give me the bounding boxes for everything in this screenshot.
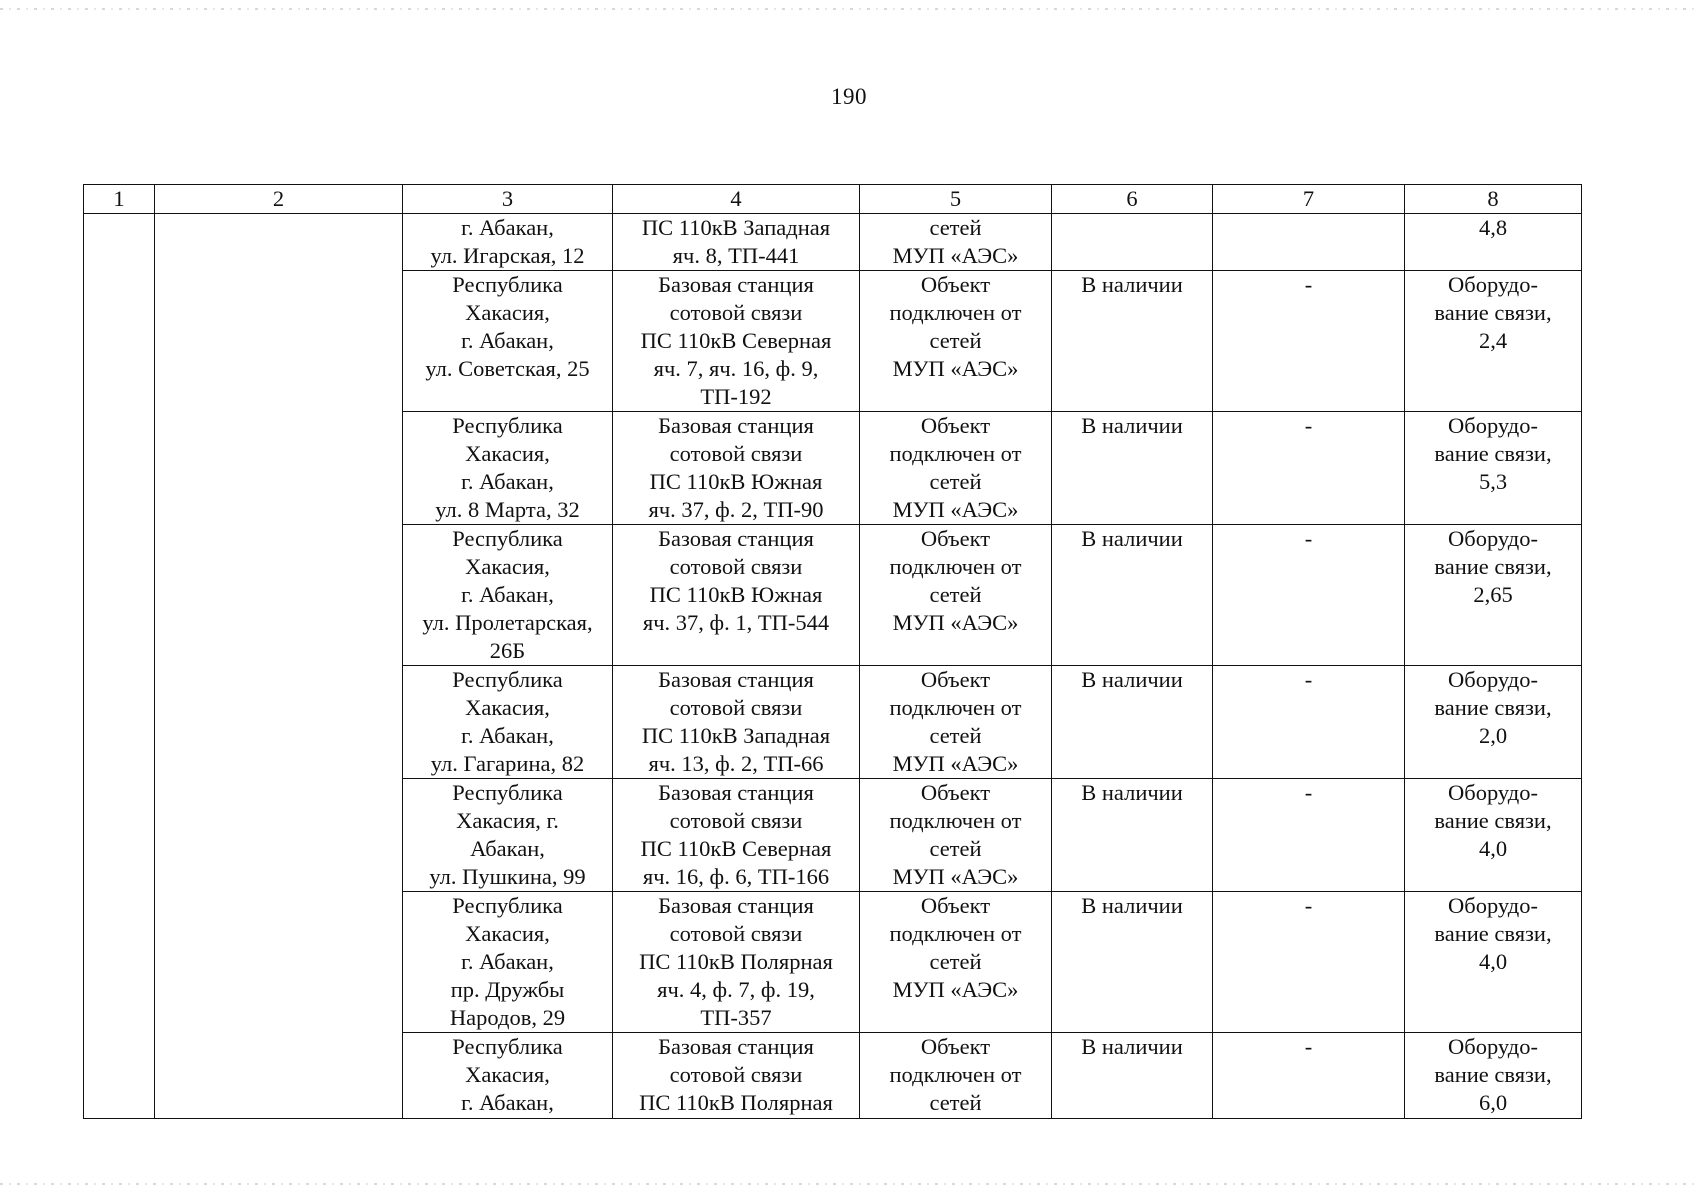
table-row	[84, 214, 1582, 271]
address-cell-line: пр. Дружбы	[450, 977, 565, 1002]
col1-cell	[84, 214, 155, 1119]
connection-cell-line: ТП-192	[700, 384, 772, 409]
address-cell-line: Народов, 29	[449, 1005, 566, 1030]
connection-cell-line: сотовой связи	[669, 300, 803, 325]
status-cell-line: Объект	[920, 780, 991, 805]
availability-cell: В наличии	[1052, 666, 1213, 779]
status-cell	[860, 666, 1052, 779]
status-cell	[860, 525, 1052, 666]
status-cell-line: сетей	[929, 949, 982, 974]
connection-cell-line: яч. 8, ТП-441	[672, 243, 800, 268]
equipment-cell-line: вание связи,	[1434, 695, 1552, 720]
connection-cell-line: ПС 110кВ Западная	[641, 723, 831, 748]
status-cell-line: Объект	[920, 893, 991, 918]
equipment-cell-line: вание связи,	[1434, 554, 1552, 579]
connection-cell-line: ТП-357	[700, 1005, 772, 1030]
connection-cell-line: яч. 4, ф. 7, ф. 19,	[657, 977, 815, 1002]
address-cell	[403, 779, 613, 892]
connection-cell-line: яч. 7, яч. 16, ф. 9,	[653, 356, 819, 381]
header-cell-3: 3	[403, 185, 613, 214]
connection-cell-line: ПС 110кВ Северная	[640, 328, 832, 353]
status-cell-line: подключен от	[889, 921, 1022, 946]
col7-cell: -	[1213, 779, 1405, 892]
status-cell	[860, 1033, 1052, 1119]
equipment-cell-line: Оборудо-	[1448, 1034, 1538, 1059]
availability-cell: В наличии	[1052, 1033, 1213, 1119]
connection-cell-line: Базовая станция	[658, 413, 814, 438]
connection-cell-line: сотовой связи	[669, 921, 803, 946]
address-cell-line: Республика	[452, 893, 563, 918]
status-cell-line: МУП «АЭС»	[892, 243, 1019, 268]
address-cell-line: ул. Гагарина, 82	[430, 751, 585, 776]
status-cell-line: подключен от	[889, 441, 1022, 466]
connection-cell-line: Базовая станция	[658, 1034, 814, 1059]
connection-cell-line: Базовая станция	[658, 893, 814, 918]
address-cell-line: Хакасия,	[465, 695, 550, 720]
status-cell	[860, 271, 1052, 412]
connection-cell-line: сотовой связи	[669, 1062, 803, 1087]
status-cell-line: МУП «АЭС»	[892, 864, 1019, 889]
status-cell-line: МУП «АЭС»	[892, 356, 1019, 381]
address-cell-line: Республика	[452, 413, 563, 438]
equipment-cell-line: вание связи,	[1434, 1062, 1552, 1087]
connection-cell	[613, 214, 860, 271]
connection-cell-line: Базовая станция	[658, 272, 814, 297]
equipment-cell-line: 2,0	[1478, 723, 1508, 748]
address-cell-line: Республика	[452, 667, 563, 692]
status-cell-line: сетей	[929, 723, 982, 748]
connection-cell-line: яч. 16, ф. 6, ТП-166	[642, 864, 830, 889]
status-cell-line: Объект	[920, 413, 991, 438]
address-cell-line: г. Абакан,	[461, 949, 554, 974]
equipment-cell-line: 2,65	[1473, 582, 1513, 607]
status-cell	[860, 214, 1052, 271]
connection-cell-line: ПС 110кВ Южная	[649, 469, 823, 494]
col7-cell: -	[1213, 1033, 1405, 1119]
col2-cell	[155, 214, 403, 1119]
status-cell-line: сетей	[929, 469, 982, 494]
equipment-cell	[1405, 271, 1582, 412]
address-cell-line: 26Б	[489, 638, 526, 663]
connection-cell-line: ПС 110кВ Южная	[649, 582, 823, 607]
header-cell-1: 1	[84, 185, 155, 214]
equipment-cell-line: Оборудо-	[1448, 893, 1538, 918]
address-cell	[403, 214, 613, 271]
connection-cell-line: яч. 13, ф. 2, ТП-66	[648, 751, 824, 776]
status-cell-line: подключен от	[889, 1062, 1022, 1087]
address-cell-line: Республика	[452, 1034, 563, 1059]
status-cell-line: подключен от	[889, 300, 1022, 325]
availability-cell: В наличии	[1052, 525, 1213, 666]
equipment-cell	[1405, 412, 1582, 525]
address-cell	[403, 1033, 613, 1119]
equipment-cell-line: Оборудо-	[1448, 526, 1538, 551]
connection-cell-line: сотовой связи	[669, 441, 803, 466]
address-cell-line: г. Абакан,	[461, 469, 554, 494]
equipment-cell-line: вание связи,	[1434, 441, 1552, 466]
col7-cell: -	[1213, 271, 1405, 412]
header-cell-4: 4	[613, 185, 860, 214]
connection-cell-line: ПС 110кВ Западная	[641, 215, 831, 240]
page-number: 190	[831, 84, 867, 109]
status-cell-line: сетей	[929, 215, 982, 240]
equipment-cell-line: вание связи,	[1434, 921, 1552, 946]
equipment-cell	[1405, 525, 1582, 666]
header-row	[84, 185, 1582, 214]
availability-cell: В наличии	[1052, 779, 1213, 892]
connection-cell	[613, 412, 860, 525]
connection-cell	[613, 271, 860, 412]
connection-cell-line: сотовой связи	[669, 695, 803, 720]
connection-cell-line: ПС 110кВ Северная	[640, 836, 832, 861]
address-cell-line: ул. Пушкина, 99	[429, 864, 586, 889]
address-cell-line: Абакан,	[470, 836, 545, 861]
col7-cell: -	[1213, 412, 1405, 525]
status-cell-line: Объект	[920, 526, 991, 551]
scan-artifact-top	[0, 8, 1698, 10]
status-cell-line: Объект	[920, 667, 991, 692]
address-cell-line: г. Абакан,	[461, 215, 554, 240]
address-cell-line: г. Абакан,	[461, 582, 554, 607]
status-cell	[860, 412, 1052, 525]
address-cell-line: Хакасия,	[465, 300, 550, 325]
equipment-cell-line: вание связи,	[1434, 300, 1552, 325]
status-cell-line: сетей	[929, 582, 982, 607]
address-cell-line: ул. Советская, 25	[425, 356, 590, 381]
scan-artifact-bottom	[0, 1183, 1698, 1185]
availability-cell: В наличии	[1052, 412, 1213, 525]
availability-cell: В наличии	[1052, 271, 1213, 412]
connection-cell	[613, 1033, 860, 1119]
status-cell-line: подключен от	[889, 554, 1022, 579]
header-cell-6: 6	[1052, 185, 1213, 214]
equipment-cell-line: Оборудо-	[1448, 272, 1538, 297]
header-cell-8: 8	[1405, 185, 1582, 214]
equipment-cell-line: вание связи,	[1434, 808, 1552, 833]
table-body	[84, 185, 1582, 1119]
connection-cell-line: Базовая станция	[658, 780, 814, 805]
equipment-cell	[1405, 666, 1582, 779]
connection-cell	[613, 525, 860, 666]
col7-cell: -	[1213, 525, 1405, 666]
equipment-cell-line: Оборудо-	[1448, 667, 1538, 692]
address-cell-line: Республика	[452, 526, 563, 551]
address-cell-line: ул. Игарская, 12	[430, 243, 585, 268]
status-cell-line: сетей	[929, 1090, 982, 1115]
address-cell-line: г. Абакан,	[461, 723, 554, 748]
status-cell-line: Объект	[920, 272, 991, 297]
data-table	[83, 184, 1582, 1119]
equipment-cell-line: 5,3	[1478, 469, 1508, 494]
address-cell	[403, 525, 613, 666]
col7-cell: -	[1213, 892, 1405, 1033]
connection-cell	[613, 779, 860, 892]
address-cell-line: Республика	[452, 272, 563, 297]
equipment-cell	[1405, 1033, 1582, 1119]
connection-cell-line: сотовой связи	[669, 554, 803, 579]
status-cell-line: сетей	[929, 836, 982, 861]
equipment-cell	[1405, 892, 1582, 1033]
equipment-cell	[1405, 214, 1582, 271]
status-cell-line: МУП «АЭС»	[892, 977, 1019, 1002]
equipment-cell-line: Оборудо-	[1448, 780, 1538, 805]
address-cell-line: г. Абакан,	[461, 328, 554, 353]
connection-cell-line: сотовой связи	[669, 808, 803, 833]
connection-cell-line: Базовая станция	[658, 526, 814, 551]
address-cell-line: Хакасия,	[465, 921, 550, 946]
address-cell-line: ул. Пролетарская,	[422, 610, 593, 635]
equipment-cell-line: 6,0	[1478, 1090, 1508, 1115]
status-cell	[860, 779, 1052, 892]
header-cell-5: 5	[860, 185, 1052, 214]
connection-cell	[613, 892, 860, 1033]
status-cell-line: подключен от	[889, 695, 1022, 720]
address-cell	[403, 412, 613, 525]
equipment-cell	[1405, 779, 1582, 892]
availability-cell	[1052, 214, 1213, 271]
status-cell-line: МУП «АЭС»	[892, 610, 1019, 635]
connection-cell-line: яч. 37, ф. 1, ТП-544	[642, 610, 830, 635]
connection-cell-line: ПС 110кВ Полярная	[639, 1090, 833, 1115]
equipment-cell-line: 2,4	[1478, 328, 1508, 353]
address-cell-line: Республика	[452, 780, 563, 805]
address-cell-line: Хакасия, г.	[456, 808, 559, 833]
status-cell-line: МУП «АЭС»	[892, 497, 1019, 522]
address-cell-line: Хакасия,	[465, 554, 550, 579]
connection-cell-line: Базовая станция	[658, 667, 814, 692]
address-cell-line: г. Абакан,	[461, 1090, 554, 1115]
equipment-cell-line: 4,8	[1478, 215, 1508, 240]
status-cell-line: сетей	[929, 328, 982, 353]
equipment-cell-line: 4,0	[1478, 949, 1508, 974]
address-cell	[403, 892, 613, 1033]
col7-cell: -	[1213, 666, 1405, 779]
connection-cell-line: ПС 110кВ Полярная	[639, 949, 833, 974]
address-cell-line: Хакасия,	[465, 1062, 550, 1087]
address-cell	[403, 271, 613, 412]
header-cell-7: 7	[1213, 185, 1405, 214]
equipment-cell-line: Оборудо-	[1448, 413, 1538, 438]
connection-cell-line: яч. 37, ф. 2, ТП-90	[648, 497, 824, 522]
status-cell-line: МУП «АЭС»	[892, 751, 1019, 776]
connection-cell	[613, 666, 860, 779]
status-cell-line: подключен от	[889, 808, 1022, 833]
header-cell-2: 2	[155, 185, 403, 214]
address-cell	[403, 666, 613, 779]
status-cell	[860, 892, 1052, 1033]
status-cell-line: Объект	[920, 1034, 991, 1059]
address-cell-line: ул. 8 Марта, 32	[435, 497, 580, 522]
col7-cell	[1213, 214, 1405, 271]
equipment-cell-line: 4,0	[1478, 836, 1508, 861]
availability-cell: В наличии	[1052, 892, 1213, 1033]
address-cell-line: Хакасия,	[465, 441, 550, 466]
